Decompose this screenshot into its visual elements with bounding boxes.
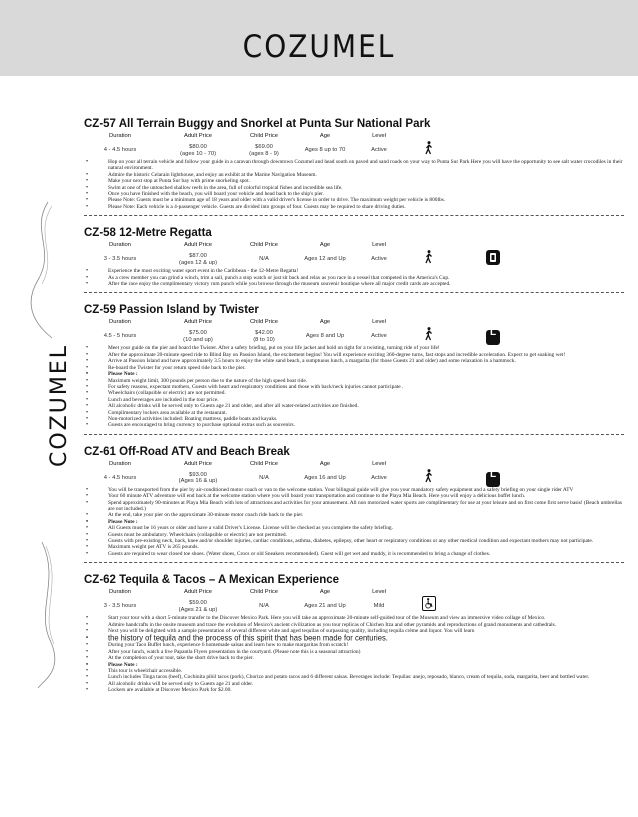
list-item: • For safety reasons, expectant mothers, Guests with heart and respiratory conditions and those with back/neck injuries cannot participate . [84,384,624,390]
list-item: • Spend approximately 90-minutes at Playa Mia Beach with lots of attractions and activities for your amusement. All non motorized water sports are complimentary for use at your leisure and on first come first serve basis! (Beach umbrellas are not included.) [84,500,624,513]
child-price-value: N/A [259,603,269,610]
section-divider [84,292,624,293]
info-values [84,327,624,345]
level-value: Mild [373,603,385,610]
list-item: • This tour is wheelchair accessible. [84,668,624,674]
age-value: Ages 21 and Up [304,603,346,610]
list-item: • Guests are encouraged to bring currency to purchase optional extras such as souvenirs. [84,422,624,428]
age-header: Age [319,133,331,139]
decorative-swirl [28,200,58,340]
level-header: Level [372,319,386,326]
child-price-header: Child Price [249,242,279,249]
list-item: • Hop on your all terrain vehicle and follow your guide in a caravan through downtown Cozumel and head south on paved and sand roads on your way to Punta Sur Park Here you will have the opportunity to see salt water crocodiles in their natural environment. [84,159,624,172]
list-item: • Experience the most exciting water sport event in the Caribbean - the 12-Metre Regatta! [84,268,624,274]
column-headers [84,459,624,469]
adult-price-header: Adult Price [183,460,213,467]
list-item: • Complimentary lockers area available at the restaurant. [84,410,624,416]
adult-price-value: $59.00 (Ages 21 & up) [178,600,218,613]
duration-header: Duration [109,242,131,249]
list-item: • After your lunch, watch a live Papantla Flyers presentation in the courtyard. (Please note this is a seasonal attraction) [84,649,624,655]
activity-level-icon [486,250,500,265]
bullet-list [84,345,624,428]
child-price-value: $69.00 (ages 8 - 9) [249,144,279,157]
excursion-title: CZ-59 Passion Island by Twister [84,304,259,317]
list-item: • Maximum weight per ATV is 265 pounds. [84,544,624,550]
level-header: Level [372,242,386,249]
list-item: • Please Note : [84,662,624,668]
excursion-cz-62 [84,574,624,693]
age-header: Age [319,460,331,467]
list-item: • After the race enjoy the complimentary victory rum punch while you browse through the museum souvenir boutique where all major credit cards are accepted. [84,281,624,287]
list-item: • Lunch and beverages are included in the tour price. [84,397,624,403]
child-price-header: Child Price [249,589,279,596]
duration-header: Duration [109,319,131,326]
age-header: Age [319,319,331,326]
level-header: Level [372,133,386,139]
age-header: Age [319,242,331,249]
child-price-value: N/A [259,474,269,481]
column-headers [84,240,624,250]
section-divider [84,562,624,563]
side-title: COZUMEL [46,343,72,467]
page-title: COZUMEL [242,28,396,65]
level-value: Active [371,256,387,263]
info-values [84,597,624,615]
list-item: • Meet your guide on the pier and board the Twister. After a safety briefing, put on your life jacket and hold on tight for a twisting, turning ride of your life! [84,345,624,351]
adult-price-value: $93.00 (Ages 16 & up) [178,471,218,485]
wheelchair-icon [422,596,436,611]
adult-price-value: $87.00 (ages 12 & up) [178,253,218,266]
activity-level-badge: L [486,330,500,345]
excursion-title: CZ-61 Off-Road ATV and Beach Break [84,445,290,458]
section-divider [84,434,624,435]
adult-price-header: Adult Price [183,133,213,139]
bullet-list [84,268,624,287]
level-value: Active [371,147,387,153]
list-item: • After the approximate 20-minute speed ride to Blind Bay on Passion Island, the excitement begins! You will experience exciting 360-degree turns, fast stops and incredible acceleration. Expect to get soaking wet! [84,352,624,358]
list-item: • Maximum weight limit, 300 pounds per person due to the nature of the high speed boat ride. [84,378,624,384]
list-item: • All alcoholic drinks will be served only to Guests age 21 and older. [84,681,624,687]
age-value: Ages 12 and Up [304,256,346,263]
column-headers [84,587,624,597]
child-price-value: N/A [259,256,269,263]
age-header: Age [319,589,331,596]
walking-person-icon [424,141,434,155]
list-item: • Please Note: Guests must be a minimum age of 18 years and older with a valid driver's license in order to drive. The maximum weight per vehicle is 800lbs. [84,197,624,203]
list-item: • All Guests must be 16 years or older and have a valid Driver's License. License will be checked as you complete the safety briefing. [84,525,624,531]
excursion-list [84,118,624,694]
duration-value: 4.5 - 5 hours [103,333,137,340]
excursion-cz-61 [84,446,624,557]
list-item: • the history of tequila and the process of this spirit that has been made for centuries. [84,634,624,643]
list-item: • Please Note : [84,371,624,377]
bullet-list [84,615,624,693]
list-item: • Arrive at Passion Island and have approximately 3.5 hours to enjoy the white sand beach, a sumptuous lunch, a margarita (for those Guests 21 and older) and some relaxation in a hammock. [84,358,624,364]
list-item: • All alcoholic drinks will be served only to Guests age 21 and older, and after all water-related activities are finished. [84,403,624,409]
list-item: • Swim at one of the untouched shallow reefs in the area, full of colorful tropical fishes and incredible sea life. [84,185,624,191]
level-value: Active [371,474,387,481]
list-item: • At the end, take your pier on the approximate 30-minute motor coach ride back to the pier. [84,512,624,518]
list-item: • Guests must be ambulatory. Wheelchairs (collapsible or electric) are not permitted. [84,532,624,538]
info-values [84,250,624,268]
list-item: • Lockers are available at Discover Mexico Park for $2.00. [84,687,624,693]
decorative-swirl [34,540,64,690]
bullet-list [84,487,624,557]
duration-header: Duration [109,589,131,596]
column-headers [84,317,624,327]
list-item: • Admire handcrafts in the onsite museum and trace the evolution of Mexico's ancient civilization as you tour replicas of Chichen Itza and other pyramids and reproductions of grand monuments and cathedrals. [84,622,624,628]
list-item: • Once you have finished with the beach, you will board your vehicle and head back to the ship's pier. [84,191,624,197]
list-item: • Re-board the Twister for your return speed ride back to the pier. [84,365,624,371]
excursion-cz-59 [84,304,624,428]
list-item: • As a crew member you can grind a winch, trim a sail, punch a stop watch or just sit back and relax as you race in a vessel that competed in the America's Cup. [84,275,624,281]
list-item: • You will be transported from the pier by air-conditioned motor coach or van to the welcome station. Your bilingual guide will give you your mandatory safety equipment and a safety briefing on your single rider ATV [84,487,624,493]
excursion-title: CZ-58 12-Metre Regatta [84,227,212,240]
child-price-value: $42.00 (8 to 10) [253,330,275,343]
list-item: • Make your next stop at Punta Sur bay with prime snorkeling spot. [84,178,624,184]
duration-value: 3 - 3.5 hours [103,256,137,263]
walking-person-icon [424,469,434,483]
list-item: • Guests are required to wear closed toe shoes. (Water shoes, Crocs or old Sneakers recommended). Guest will get wet and muddy, it is recommended to bring a change of clothes. [84,551,624,557]
walking-person-icon [424,327,434,341]
section-divider [84,215,624,216]
info-values [84,141,624,159]
age-value: Ages 16 and Up [304,474,346,481]
adult-price-header: Adult Price [183,242,213,249]
excursion-title: CZ-57 All Terrain Buggy and Snorkel at Punta Sur National Park [84,118,431,130]
list-item: • Start your tour with a short 5-minute transfer to the Discover Mexico Park. Here you will take an approximate 20-minute self-guided tour of the Museum and view an immersive video collage of Mexico. [84,615,624,621]
child-price-header: Child Price [249,460,279,467]
adult-price-value: $80.00 (ages 10 - 70) [179,144,217,157]
level-header: Level [372,589,386,596]
duration-value: 4 - 4.5 hours [103,474,137,481]
list-item: • Next you will be delighted with a sample presentation of several different white and aged tequilas of surpassing quality, including tequila crème and liquor. You will learn [84,628,624,634]
list-item: • Lunch includes Tinga tacos (beef), Cochinita pibil tacos (pork), Chorizo and potato tacos and 6 different salsas. Beverages include: Tequilas: anejo, reposado, blanco, cream of tequila, soda, margarita, beer and bottled water. [84,674,624,680]
excursion-title: CZ-62 Tequila & Tacos – A Mexican Experience [84,574,340,587]
column-headers [84,131,624,141]
activity-level-badge: L [486,472,500,487]
duration-header: Duration [109,133,131,139]
bullet-list [84,159,624,210]
age-value: Ages 8 and Up [305,333,345,340]
age-value: Ages 8 up to 70 [304,147,346,153]
list-item: • Please Note: Each vehicle is a 4-passenger vehicle. Guests are divided into groups of four. Guests may be required to share driving duties. [84,204,624,210]
duration-value: 3 - 3.5 hours [103,603,137,610]
list-item: • Please Note : [84,519,624,525]
level-value: Active [371,333,387,340]
adult-price-header: Adult Price [183,589,213,596]
adult-price-header: Adult Price [183,319,213,326]
list-item: • Guests with pre-existing neck, back, knee and/or shoulder injuries, cardiac conditions, asthma, diabetes, epilepsy, other heart or respiratory conditions or any other medical condition and expectant mothers may not participate. [84,538,624,544]
walking-person-icon [424,250,434,264]
list-item: • Wheelchairs (collapsible or electric) are not permitted. [84,390,624,396]
excursion-cz-57 [84,118,624,210]
level-header: Level [372,460,386,467]
adult-price-value: $75.00 (10 and up) [183,330,213,343]
child-price-header: Child Price [249,133,279,139]
child-price-header: Child Price [249,319,279,326]
list-item: • During your Taco Buffet lunch, experience 6 homemade salsas and learn how to make margaritas from scratch! [84,642,624,648]
list-item: • Your 60 minute ATV adventure will end back at the welcome station where you will board your transportation and continue to the Playa Mia Beach. Here you will enjoy a delicious buffet lunch. [84,493,624,499]
info-values [84,469,624,487]
list-item: • At the completion of your tour, take the short drive back to the pier. [84,655,624,661]
duration-header: Duration [109,460,131,467]
excursion-cz-58 [84,227,624,287]
list-item: • Non-motorized activities included: Boating mattress, paddle boats and kayaks. [84,416,624,422]
list-item: • Admire the historic Celarain lighthouse, and enjoy an exhibit at the Marine Navigation Museum. [84,172,624,178]
duration-value: 4 - 4.5 hours [103,147,137,153]
